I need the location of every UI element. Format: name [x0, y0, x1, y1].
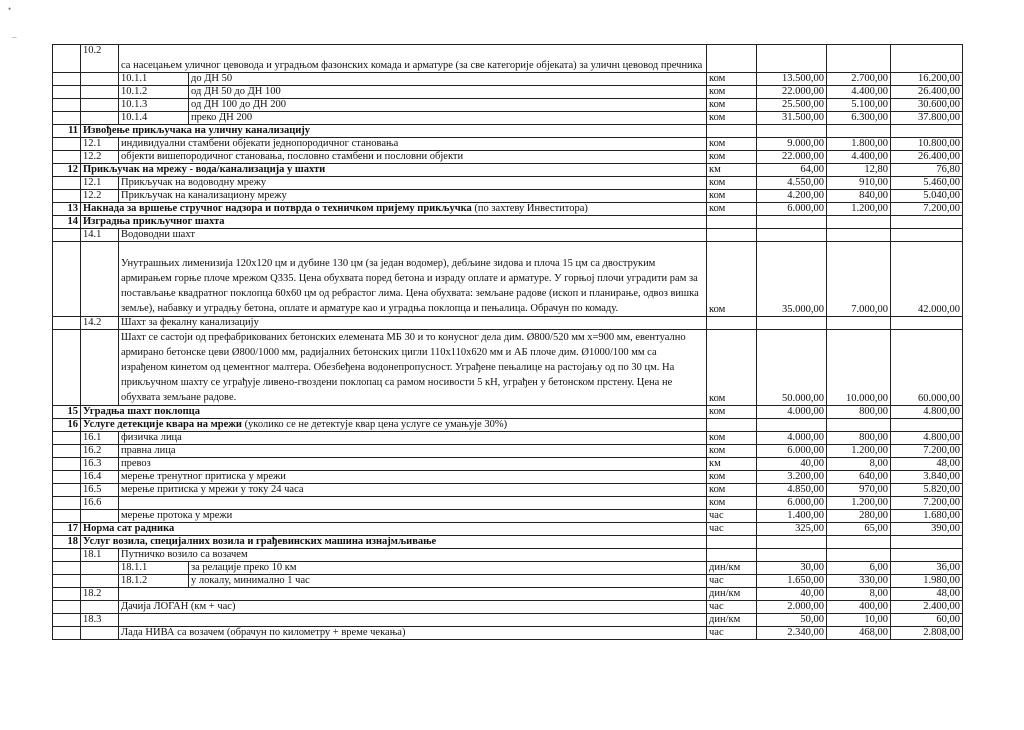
table-row — [53, 125, 963, 138]
total-cell: 3.840,00 — [891, 471, 963, 484]
total-cell: 48,00 — [891, 458, 963, 471]
description-cell: Уградња шахт поклопца — [81, 406, 707, 419]
row-number-cell — [53, 627, 81, 640]
code-cell — [81, 73, 119, 86]
unit-cell: час — [707, 510, 757, 523]
unit-cell: ком — [707, 203, 757, 216]
vat-cell: 6,00 — [827, 562, 891, 575]
price-cell: 40,00 — [757, 458, 827, 471]
unit-cell: час — [707, 601, 757, 614]
vat-cell: 800,00 — [827, 406, 891, 419]
row-number-cell — [53, 242, 81, 317]
vat-cell — [827, 125, 891, 138]
description-cell — [119, 497, 707, 510]
total-cell: 4.800,00 — [891, 406, 963, 419]
description-cell: до ДН 50 — [189, 73, 707, 86]
subcode-cell: 10.1.2 — [119, 86, 189, 99]
price-cell: 2.340,00 — [757, 627, 827, 640]
vat-cell: 468,00 — [827, 627, 891, 640]
description-cell: физичка лица — [119, 432, 707, 445]
table-row — [53, 601, 963, 614]
price-cell — [757, 317, 827, 330]
row-number-cell — [53, 138, 81, 151]
description-cell: објекти вишепородичног становања, пословно стамбени и пословни објекти — [119, 151, 707, 164]
price-cell: 64,00 — [757, 164, 827, 177]
scan-mark: • — [8, 4, 12, 14]
unit-cell: ком — [707, 330, 757, 406]
subcode-cell: 18.1.1 — [119, 562, 189, 575]
description-cell: Унутрашњих лименизија 120x120 цм и дубине 130 цм (за један водомер), дебљине зидова и плоча 15 цм са двоструким армирањем горње плоче мрежом Q335. Цена обухвата поред бетона и израду оплате и арматуре. У горњој плочи уградити рам за постављање квадратног поклопца 60x60 цм од ребрастог лима. Цена обухвата: земљане радове (ископ и планирање, одвоз вишка земље), набавку и уградњу бетона, оплате и арматуре као и уградња поклопца и пењалица. Обрачун по комаду. — [119, 242, 707, 317]
table-row — [53, 458, 963, 471]
row-number-cell — [53, 45, 81, 73]
price-cell: 4.000,00 — [757, 432, 827, 445]
price-cell — [757, 549, 827, 562]
total-cell: 7.200,00 — [891, 203, 963, 216]
vat-cell: 800,00 — [827, 432, 891, 445]
code-cell — [81, 112, 119, 125]
code-cell — [81, 330, 119, 406]
row-number-cell — [53, 99, 81, 112]
table-row — [53, 523, 963, 536]
row-number-cell: 17 — [53, 523, 81, 536]
vat-cell: 4.400,00 — [827, 151, 891, 164]
vat-cell: 4.400,00 — [827, 86, 891, 99]
table-row — [53, 588, 963, 601]
unit-cell: ком — [707, 432, 757, 445]
unit-cell: ком — [707, 497, 757, 510]
total-cell: 2.400,00 — [891, 601, 963, 614]
row-number-cell: 13 — [53, 203, 81, 216]
table-row — [53, 536, 963, 549]
code-cell: 12.2 — [81, 151, 119, 164]
table-row — [53, 330, 963, 406]
vat-cell: 1.200,00 — [827, 497, 891, 510]
description-cell: Изградња прикључног шахта — [81, 216, 707, 229]
code-cell: 14.2 — [81, 317, 119, 330]
price-cell: 22.000,00 — [757, 86, 827, 99]
unit-cell: ком — [707, 242, 757, 317]
total-cell: 76,80 — [891, 164, 963, 177]
description-cell: превоз — [119, 458, 707, 471]
vat-cell — [827, 216, 891, 229]
total-cell: 26.400,00 — [891, 86, 963, 99]
row-number-cell — [53, 177, 81, 190]
vat-cell: 840,00 — [827, 190, 891, 203]
total-cell: 1.980,00 — [891, 575, 963, 588]
total-cell: 26.400,00 — [891, 151, 963, 164]
vat-cell: 5.100,00 — [827, 99, 891, 112]
price-cell — [757, 419, 827, 432]
unit-cell: ком — [707, 484, 757, 497]
unit-cell: ком — [707, 99, 757, 112]
vat-cell: 7.000,00 — [827, 242, 891, 317]
description-cell: Водоводни шахт — [119, 229, 707, 242]
row-number-cell: 18 — [53, 536, 81, 549]
description-cell — [119, 614, 707, 627]
code-cell: 16.3 — [81, 458, 119, 471]
price-cell: 40,00 — [757, 588, 827, 601]
vat-cell — [827, 419, 891, 432]
row-number-cell: 12 — [53, 164, 81, 177]
description-cell: Прикључак на водоводну мрежу — [119, 177, 707, 190]
code-cell — [81, 627, 119, 640]
unit-cell — [707, 125, 757, 138]
description-cell: Дачија ЛОГАН (км + час) — [119, 601, 707, 614]
price-cell: 50.000,00 — [757, 330, 827, 406]
price-cell: 325,00 — [757, 523, 827, 536]
description-cell — [81, 203, 707, 216]
unit-cell — [707, 216, 757, 229]
price-cell: 3.200,00 — [757, 471, 827, 484]
description-cell: са насецањем уличног цевовода и уградњом фазонских комада и арматуре (за све категорије објеката) за уличнι цевовод пречника — [119, 45, 707, 73]
vat-cell: 1.200,00 — [827, 445, 891, 458]
price-cell: 50,00 — [757, 614, 827, 627]
vat-cell — [827, 45, 891, 73]
table-row — [53, 497, 963, 510]
vat-cell: 280,00 — [827, 510, 891, 523]
total-cell: 5.460,00 — [891, 177, 963, 190]
total-cell: 390,00 — [891, 523, 963, 536]
price-cell — [757, 45, 827, 73]
unit-cell: км — [707, 458, 757, 471]
row-number-cell — [53, 562, 81, 575]
price-cell: 2.000,00 — [757, 601, 827, 614]
total-cell — [891, 45, 963, 73]
unit-cell — [707, 229, 757, 242]
description-cell: индивидуални стамбени објекати једнопородичног становања — [119, 138, 707, 151]
unit-cell: час — [707, 627, 757, 640]
code-cell — [81, 86, 119, 99]
description-cell: од ДН 50 до ДН 100 — [189, 86, 707, 99]
row-number-cell — [53, 432, 81, 445]
row-number-cell — [53, 151, 81, 164]
total-cell — [891, 125, 963, 138]
table-row — [53, 419, 963, 432]
vat-cell: 6.300,00 — [827, 112, 891, 125]
subcode-cell: 10.1.1 — [119, 73, 189, 86]
table-row — [53, 164, 963, 177]
code-cell: 16.1 — [81, 432, 119, 445]
row-number-cell — [53, 229, 81, 242]
unit-cell: ком — [707, 406, 757, 419]
description-cell — [81, 419, 707, 432]
row-number-cell — [53, 601, 81, 614]
description-cell: правна лица — [119, 445, 707, 458]
vat-cell: 8,00 — [827, 588, 891, 601]
price-table — [52, 44, 963, 640]
price-cell: 25.500,00 — [757, 99, 827, 112]
table-row — [53, 177, 963, 190]
unit-cell — [707, 419, 757, 432]
table-row — [53, 549, 963, 562]
total-cell — [891, 229, 963, 242]
price-cell: 31.500,00 — [757, 112, 827, 125]
vat-cell: 2.700,00 — [827, 73, 891, 86]
scan-mark: ¯ — [12, 36, 17, 46]
price-cell: 1.650,00 — [757, 575, 827, 588]
row-number-cell — [53, 484, 81, 497]
vat-cell — [827, 317, 891, 330]
total-cell — [891, 419, 963, 432]
price-cell: 4.850,00 — [757, 484, 827, 497]
table-row — [53, 99, 963, 112]
code-cell: 16.2 — [81, 445, 119, 458]
total-cell: 7.200,00 — [891, 497, 963, 510]
total-cell — [891, 536, 963, 549]
price-cell — [757, 216, 827, 229]
vat-cell: 330,00 — [827, 575, 891, 588]
description-cell: Прикључак на мрежу - вода/канализација у шахти — [81, 164, 707, 177]
table-row — [53, 484, 963, 497]
unit-cell — [707, 536, 757, 549]
row-number-cell: 15 — [53, 406, 81, 419]
row-number-cell — [53, 317, 81, 330]
unit-cell: дин/км — [707, 588, 757, 601]
description-cell: Лада НИВА са возачем (обрачун по километру + време чекања) — [119, 627, 707, 640]
total-cell: 10.800,00 — [891, 138, 963, 151]
price-cell: 4.550,00 — [757, 177, 827, 190]
total-cell: 5.040,00 — [891, 190, 963, 203]
price-cell — [757, 125, 827, 138]
price-cell — [757, 536, 827, 549]
total-cell: 2.808,00 — [891, 627, 963, 640]
vat-cell: 10.000,00 — [827, 330, 891, 406]
price-cell: 30,00 — [757, 562, 827, 575]
row-number-cell — [53, 588, 81, 601]
table-row — [53, 510, 963, 523]
total-cell — [891, 317, 963, 330]
description-cell — [119, 588, 707, 601]
vat-cell: 65,00 — [827, 523, 891, 536]
description-cell: Шахт за фекалну канализацију — [119, 317, 707, 330]
unit-cell: ком — [707, 177, 757, 190]
row-number-cell — [53, 497, 81, 510]
table-row — [53, 86, 963, 99]
vat-cell: 8,00 — [827, 458, 891, 471]
price-cell: 6.000,00 — [757, 497, 827, 510]
vat-cell — [827, 536, 891, 549]
description-cell: Услуг возила, специјалних возила и грађевинских машина изнајмљивање — [81, 536, 707, 549]
code-cell — [81, 510, 119, 523]
description-note: (по захтеву Инвеститора) — [471, 203, 588, 214]
table-row — [53, 216, 963, 229]
table-row — [53, 242, 963, 317]
description-bold: Услуге детекције квара на мрежи — [83, 419, 242, 430]
price-cell — [757, 229, 827, 242]
unit-cell — [707, 549, 757, 562]
row-number-cell: 16 — [53, 419, 81, 432]
total-cell — [891, 549, 963, 562]
total-cell: 30.600,00 — [891, 99, 963, 112]
total-cell: 37.800,00 — [891, 112, 963, 125]
row-number-cell — [53, 510, 81, 523]
description-cell: у локалу, минимално 1 час — [189, 575, 707, 588]
description-cell: Шахт се састоји од префабрикованих бетонских елемената МБ 30 и то конусног дела дим. Ø800/520 мм х=900 мм, евентуално армирано бетонске цеви Ø800/1000 мм, радијалних бетонских цигли 110x110x620 мм и АБ плоче дим. Ø1000/100 мм са израђеном кинетом од цементног малтера. Обезбеђена водонепропусност. Уграђене пењалице на растојању од по 30 цм. На прикључном шахту се уграђује ливено-гвоздени поклопац са рамом носивости 5 кН, уграђен у бетонском прстену. Цена не обухвата земљане радове. — [119, 330, 707, 406]
code-cell: 16.6 — [81, 497, 119, 510]
row-number-cell — [53, 330, 81, 406]
table-row — [53, 562, 963, 575]
row-number-cell: 14 — [53, 216, 81, 229]
table-row — [53, 471, 963, 484]
code-cell — [81, 242, 119, 317]
subcode-cell: 10.1.4 — [119, 112, 189, 125]
unit-cell: дин/км — [707, 562, 757, 575]
table-row — [53, 190, 963, 203]
vat-cell: 1.200,00 — [827, 203, 891, 216]
vat-cell: 970,00 — [827, 484, 891, 497]
total-cell: 60,00 — [891, 614, 963, 627]
description-bold: Накнада за вршење стручног надзора и потврда о техничком пријему прикључка — [83, 203, 472, 214]
description-cell: мерење тренутног притиска у мрежи — [119, 471, 707, 484]
table-row — [53, 73, 963, 86]
row-number-cell — [53, 549, 81, 562]
table-row — [53, 229, 963, 242]
code-cell — [81, 562, 119, 575]
price-cell: 9.000,00 — [757, 138, 827, 151]
code-cell: 18.2 — [81, 588, 119, 601]
unit-cell: км — [707, 164, 757, 177]
unit-cell — [707, 45, 757, 73]
code-cell: 18.3 — [81, 614, 119, 627]
description-cell: преко ДН 200 — [189, 112, 707, 125]
unit-cell: ком — [707, 86, 757, 99]
price-cell: 13.500,00 — [757, 73, 827, 86]
row-number-cell — [53, 190, 81, 203]
table-row — [53, 445, 963, 458]
code-cell — [81, 601, 119, 614]
unit-cell — [707, 317, 757, 330]
total-cell: 7.200,00 — [891, 445, 963, 458]
total-cell: 4.800,00 — [891, 432, 963, 445]
unit-cell: ком — [707, 471, 757, 484]
price-cell: 35.000,00 — [757, 242, 827, 317]
description-cell: Прикључак на канализациону мрежу — [119, 190, 707, 203]
unit-cell: час — [707, 575, 757, 588]
description-cell: од ДН 100 до ДН 200 — [189, 99, 707, 112]
unit-cell: ком — [707, 445, 757, 458]
price-cell: 22.000,00 — [757, 151, 827, 164]
code-cell: 10.2 — [81, 45, 119, 73]
unit-cell: ком — [707, 112, 757, 125]
total-cell: 60.000,00 — [891, 330, 963, 406]
description-cell: мерење притиска у мрежи у току 24 часа — [119, 484, 707, 497]
vat-cell: 400,00 — [827, 601, 891, 614]
total-cell: 16.200,00 — [891, 73, 963, 86]
description-cell: Извођење прикључака на уличну канализацију — [81, 125, 707, 138]
code-cell: 16.5 — [81, 484, 119, 497]
row-number-cell — [53, 445, 81, 458]
table-row — [53, 151, 963, 164]
total-cell: 5.820,00 — [891, 484, 963, 497]
unit-cell: ком — [707, 151, 757, 164]
vat-cell: 640,00 — [827, 471, 891, 484]
subcode-cell: 18.1.2 — [119, 575, 189, 588]
table-row — [53, 112, 963, 125]
code-cell: 12.1 — [81, 177, 119, 190]
table-row — [53, 317, 963, 330]
total-cell: 48,00 — [891, 588, 963, 601]
vat-cell: 12,80 — [827, 164, 891, 177]
row-number-cell — [53, 73, 81, 86]
table-row — [53, 45, 963, 73]
price-cell: 6.000,00 — [757, 445, 827, 458]
vat-cell: 1.800,00 — [827, 138, 891, 151]
description-cell: за релације преко 10 км — [189, 562, 707, 575]
row-number-cell — [53, 575, 81, 588]
price-cell: 4.000,00 — [757, 406, 827, 419]
vat-cell — [827, 229, 891, 242]
row-number-cell — [53, 614, 81, 627]
row-number-cell — [53, 458, 81, 471]
code-cell: 14.1 — [81, 229, 119, 242]
table-row — [53, 627, 963, 640]
unit-cell: ком — [707, 73, 757, 86]
total-cell: 1.680,00 — [891, 510, 963, 523]
row-number-cell — [53, 112, 81, 125]
description-cell: Путничко возило са возачем — [119, 549, 707, 562]
code-cell — [81, 575, 119, 588]
price-cell: 1.400,00 — [757, 510, 827, 523]
code-cell: 12.2 — [81, 190, 119, 203]
table-row — [53, 432, 963, 445]
row-number-cell — [53, 471, 81, 484]
total-cell: 36,00 — [891, 562, 963, 575]
price-cell: 4.200,00 — [757, 190, 827, 203]
vat-cell: 10,00 — [827, 614, 891, 627]
code-cell: 12.1 — [81, 138, 119, 151]
unit-cell: дин/км — [707, 614, 757, 627]
code-cell — [81, 99, 119, 112]
table-row — [53, 575, 963, 588]
table-row — [53, 406, 963, 419]
unit-cell: час — [707, 523, 757, 536]
vat-cell: 910,00 — [827, 177, 891, 190]
description-cell: Норма сат радника — [81, 523, 707, 536]
row-number-cell: 11 — [53, 125, 81, 138]
price-cell: 6.000,00 — [757, 203, 827, 216]
table-row — [53, 203, 963, 216]
code-cell: 18.1 — [81, 549, 119, 562]
unit-cell: ком — [707, 190, 757, 203]
code-cell: 16.4 — [81, 471, 119, 484]
description-cell: мерење протока у мрежи — [119, 510, 707, 523]
row-number-cell — [53, 86, 81, 99]
vat-cell — [827, 549, 891, 562]
total-cell: 42.000,00 — [891, 242, 963, 317]
table-row — [53, 138, 963, 151]
subcode-cell: 10.1.3 — [119, 99, 189, 112]
total-cell — [891, 216, 963, 229]
description-note: (уколико се не детектује квар цена услуге се умањује 30%) — [241, 419, 508, 430]
table-row — [53, 614, 963, 627]
unit-cell: ком — [707, 138, 757, 151]
